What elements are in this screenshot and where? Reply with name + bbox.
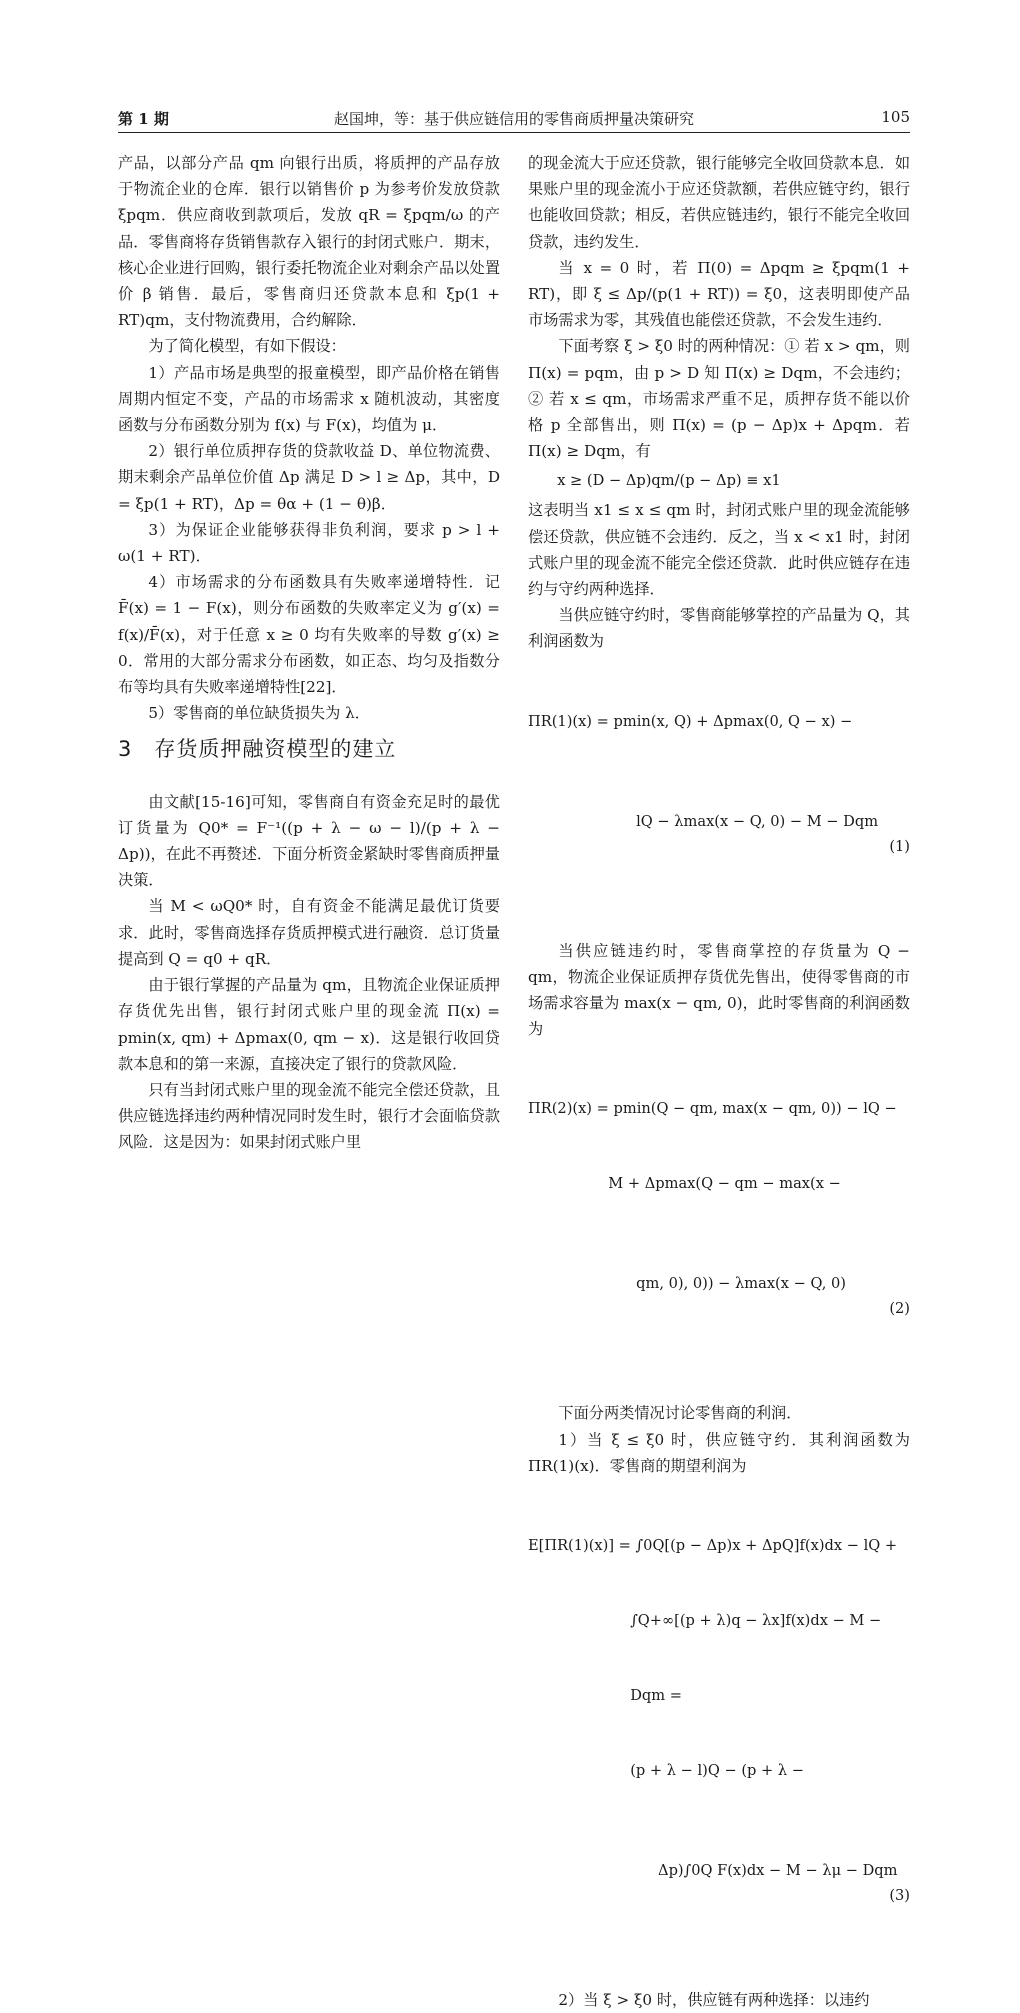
right-column xyxy=(528,150,910,2013)
equation-2 xyxy=(528,1046,910,1396)
equation-line xyxy=(528,784,910,884)
paragraph: 只有当封闭式账户里的现金流不能完全偿还贷款，且供应链选择违约两种情况同时发生时，银行才会面临贷款风险．这是因为：如果封闭式账户里 xyxy=(118,1080,500,1152)
paragraph: 产品，以部分产品 qm 向银行出质，将质押的产品存放于物流企业的仓库．银行以销售价 p 为参考价发放贷款 ξpqm．供应商收到款项后，发放 qR = ξpqm/ω 的产品．零售商将存货销售款存入银行的封闭式账户．期末，核心企业进行回购，银行委托物流企业对剩余产品以处置价 β 销售．最后，零售商归还贷款本息和 ξp(1 + RT)qm，支付物流费用，合约解除． xyxy=(118,154,500,330)
equation-line: E[ΠR(1)(x)] = ∫0Q[(p − Δp)x + ΔpQ]f(x)dx − lQ + xyxy=(528,1537,898,1555)
paragraph: 当供应链违约时，零售商掌控的存货量为 Q − qm，物流企业保证质押存货优先售出，使得零售商的市场需求容量为 max(x − qm, 0)，此时零售商的利润函数为 xyxy=(528,941,910,1039)
equation-line: ΠR(2)(x) = pmin(Q − qm, max(x − qm, 0)) − lQ − xyxy=(528,1100,897,1118)
paragraph: 的现金流大于应还贷款，银行能够完全收回贷款本息．如果账户里的现金流小于应还贷款额，若供应链守约，银行也能收回贷款；相反，若供应链违约，银行不能完全收回贷款，违约发生． xyxy=(528,154,910,251)
paragraph: 当 x = 0 时，若 Π(0) = Δpqm ≥ ξpqm(1 + RT)，即 ξ ≤ Δp/(p(1 + RT)) = ξ0，这表明即使产品市场需求为零，其残值也能偿还贷款，不会发生违约． xyxy=(528,258,910,330)
section-heading: 3 存货质押融资模型的建立 xyxy=(118,737,397,762)
paragraph: 1）当 ξ ≤ ξ0 时，供应链守约．其利润函数为 ΠR(1)(x)．零售商的期望利润为 xyxy=(528,1430,910,1475)
paragraph: 2）当 ξ > ξ0 时，供应链有两种选择：以违约 xyxy=(558,1991,870,2010)
assumption-1: 1）产品市场是典型的报童模型，即产品价格在销售周期内恒定不变，产品的市场需求 x 随机波动，其密度函数与分布函数分别为 f(x) 与 F(x)，均值为 μ． xyxy=(118,363,500,435)
assumption-5: 5）零售商的单位缺货损失为 λ． xyxy=(148,704,370,723)
paragraph: 当供应链守约时，零售商能够掌控的产品量为 Q，其利润函数为 xyxy=(528,606,910,651)
paragraph: 由文献[15-16]可知，零售商自有资金充足时的最优订货量为 Q0* = F⁻¹((p + λ − ω − l)/(p + λ − Δp))，在此不再赘述．下面分析资金紧缺时零售商质押量决策． xyxy=(118,792,500,890)
equation-line xyxy=(528,1246,910,1346)
equation-line: (p + λ − l)Q − (p + λ − xyxy=(630,1762,804,1780)
equation-line xyxy=(528,1833,910,1933)
equation-line-text: qm, 0), 0)) − λmax(x − Q, 0) xyxy=(636,1275,846,1293)
paragraph: 由于银行掌握的产品量为 qm，且物流企业保证质押存货优先出售，银行封闭式账户里的现金流 Π(x) = pmin(x, qm) + Δpmax(0, qm − x)．这是银行收回贷款本息和的第一来源，直接决定了银行的贷款风险． xyxy=(118,976,500,1073)
left-column xyxy=(118,150,500,1156)
assumption-3: 3）为保证企业能够获得非负利润，要求 p > l + ω(1 + RT)． xyxy=(118,520,500,566)
equation-line: Dqm = xyxy=(630,1687,682,1705)
equation-line: M + Δpmax(Q − qm − max(x − xyxy=(608,1175,841,1193)
equation-line-text: Δp)∫0Q F(x)dx − M − λμ − Dqm xyxy=(658,1862,898,1880)
paragraph: 下面分两类情况讨论零售商的利润． xyxy=(558,1404,802,1423)
equation-line: ∫Q+∞[(p + λ)q − λx]f(x)dx − M − xyxy=(630,1612,882,1630)
assumption-4: 4）市场需求的分布函数具有失败率递增特性．记 F̄(x) = 1 − F(x)，则分布函数的失败率定义为 g′(x) = f(x)/F̄(x)，对于任意 x ≥ 0 均有失败率的导数 g′(x) ≥ 0．常用的大部分需求分布函数，如正态、均匀及指数分布等均具有失败率递增特性[22]． xyxy=(118,573,500,697)
running-title: 赵国坤，等：基于供应链信用的零售商质押量决策研究 xyxy=(333,110,694,128)
paragraph: 下面考察 ξ > ξ0 时的两种情况：① 若 x > qm，则 Π(x) = pqm，由 p > D 知 Π(x) ≥ Dqm，不会违约；② 若 x ≤ qm，市场需求严重不足，质押存货不能以价格 p 全部售出，则 Π(x) = (p − Δp)x + Δpqm．若 Π(x) ≥ Dqm，有 xyxy=(528,337,910,461)
equation-x1: x ≥ (D − Δp)qm/(p − Δp) ≡ x1 xyxy=(557,472,781,490)
equation-line: ΠR(1)(x) = pmin(x, Q) + Δpmax(0, Q − x) − xyxy=(528,712,853,730)
issue-label: 第 1 期 xyxy=(118,110,169,128)
running-header xyxy=(118,104,910,133)
page-number: 105 xyxy=(881,108,910,126)
assumption-2: 2）银行单位质押存货的贷款收益 D、单位物流费、期末剩余产品单位价值 Δp 满足 D > l ≥ Δp，其中，D = ξp(1 + RT)，Δp = θα + (1 − θ)β． xyxy=(118,442,500,513)
equation-number: (3) xyxy=(889,1887,910,1905)
paragraph: 为了简化模型，有如下假设： xyxy=(148,337,346,356)
paragraph: 这表明当 x1 ≤ x ≤ qm 时，封闭式账户里的现金流能够偿还贷款，供应链不会违约．反之，当 x < x1 时，封闭式账户里的现金流不能完全偿还贷款．此时供应链存在违约与守约两种选择． xyxy=(528,501,910,599)
equation-1 xyxy=(528,659,910,934)
equation-line-text: lQ − λmax(x − Q, 0) − M − Dqm xyxy=(636,812,879,830)
equation-number: (2) xyxy=(889,1300,910,1318)
equation-number: (1) xyxy=(889,837,910,855)
equation-3 xyxy=(528,1483,910,1983)
paragraph: 当 M < ωQ0* 时，自有资金不能满足最优订货要求．此时，零售商选择存货质押模式进行融资．总订货量提高到 Q = q0 + qR． xyxy=(118,897,500,968)
